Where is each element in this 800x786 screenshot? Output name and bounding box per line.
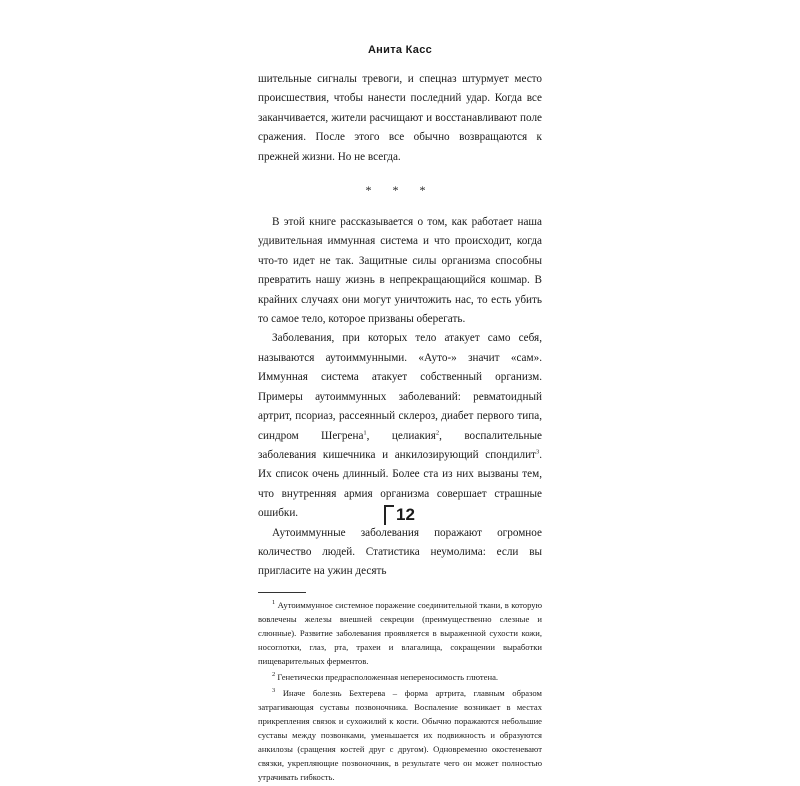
paragraph-3 — [258, 329, 542, 523]
page-corner-mark — [384, 505, 394, 525]
footnote-ref-3[interactable]: 3 — [535, 448, 540, 456]
paragraph-3-text-2: , целиакия — [366, 429, 436, 442]
footnote-2-text: Генетически предрасположенная непереносимость глютена. — [277, 671, 499, 682]
paragraph-3-text-3: , воспалительные заболевания кишечника и анкилозирующий спондилит — [258, 429, 542, 461]
section-separator: * * * — [365, 183, 435, 198]
paragraph-3-text-4: . Их список очень длинный. Более ста из них вызваны тем, что внутренняя армия организма совершает страшные ошибки. — [258, 448, 542, 520]
footnote-3-text: Иначе болезнь Бехтерева – форма артрита, главным образом затрагивающая суставы позвоночника. Воспаление возникает в местах прикрепления связок и сухожилий к кости. Обычно поражаются небольшие суставы между позвонками, уменьшается их подвижность и образуются анкилозы (сращения костей друг с другом). Одновременно окостеневают связки, укрепляющие позвоночник, в результате чего он может полностью утрачивать гибкость. — [258, 687, 542, 782]
footnote-1-mark: 1 — [272, 598, 276, 606]
paragraph-4: Аутоиммунные заболевания поражают огромное количество людей. Статистика неумолима: если вы пригласите на ужин десять — [258, 526, 542, 578]
footnote-1-text: Аутоиммунное системное поражение соединительной ткани, в которую вовлечены железы внешней секреции (преимущественно слезные и слюнные). Развитие заболевания проявляется в выраженной сухости кожи, носоглотки, глаз, рта, трахеи и влагалища, сокращении выработки пищеварительных ферментов. — [258, 599, 542, 666]
paragraph-3-text-1: Заболевания, при которых тело атакует само себя, называются аутоиммунными. «Ауто-» значит «сам». Иммунная система атакует собственный организм. Примеры аутоиммунных заболеваний: ревматоидный артрит, псориаз, рассеянный склероз, диабет первого типа, синдром Шегрена — [258, 332, 542, 442]
page-number-block — [384, 503, 444, 531]
footnote-3 — [258, 686, 542, 784]
footnote-ref-1[interactable]: 1 — [363, 428, 367, 436]
footnote-2-mark: 2 — [272, 670, 276, 678]
paragraph-1: шительные сигналы тревоги, и спецназ штурмует место происшествия, чтобы нанести последний удар. Когда все заканчивается, жители расчищают и восстанавливают поле сражения. После этого все обычно возвращаются к прежней жизни. Но не всегда. — [258, 73, 542, 163]
running-head-author: Анита Касс — [367, 44, 433, 56]
paragraph-2: В этой книге рассказывается о том, как работает наша удивительная иммунная система и что происходит, когда что-то идет не так. Защитные силы организма способны превратить нашу жизнь в непрекращающийся кошмар. В крайних случаях они могут уничтожить нас, то есть убить то самое тело, которое призваны оберегать. — [258, 216, 542, 326]
footnote-divider — [258, 592, 306, 593]
page-number: 12 — [396, 505, 415, 524]
footnote-ref-2[interactable]: 2 — [435, 428, 440, 436]
page-body — [258, 70, 542, 786]
footnote-2 — [258, 670, 542, 684]
footnote-1 — [258, 598, 542, 668]
footnote-3-mark: 3 — [272, 686, 276, 694]
